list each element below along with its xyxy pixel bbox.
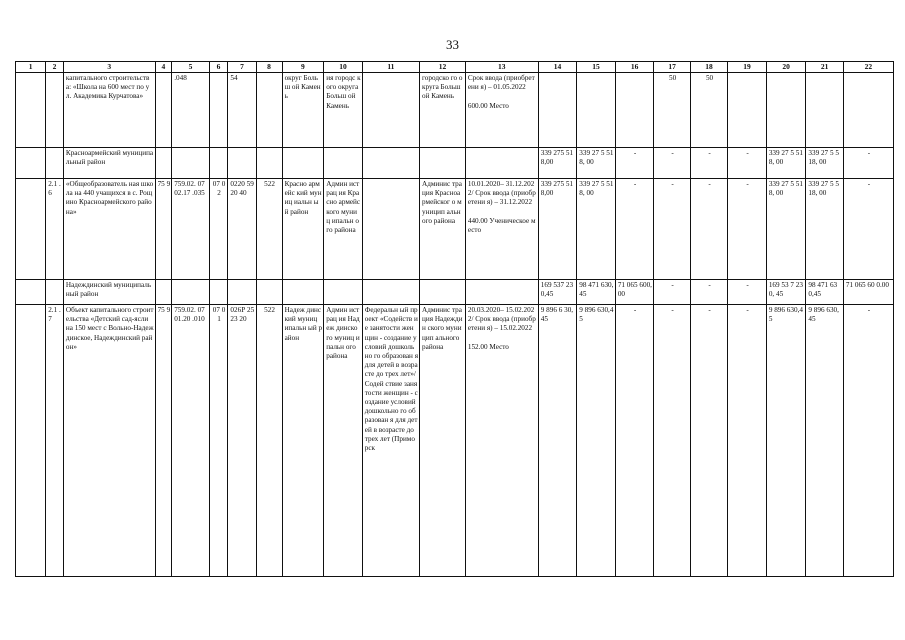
- table-cell: 75 9: [155, 305, 172, 577]
- table-cell: [728, 73, 767, 148]
- table-cell: [577, 73, 616, 148]
- table-cell: [538, 73, 577, 148]
- table-cell: 54: [228, 73, 256, 148]
- table-cell: Объект капитального строительства «Детский сад-ясли на 150 мест с Вольно-Надеждинское, Надеждинский район»: [63, 305, 155, 577]
- table-cell: [16, 280, 46, 305]
- table-cell: -: [654, 305, 690, 577]
- table-cell: «Общеобразователь ная школа на 440 учащихся в с. Рощино Красноармейского района»: [63, 179, 155, 280]
- table-cell: -: [728, 280, 767, 305]
- table-cell: [228, 148, 256, 179]
- table-cell: [155, 73, 172, 148]
- table-cell: 98 471 630,45: [806, 280, 843, 305]
- column-number: 10: [324, 62, 363, 73]
- table-cell: -: [654, 148, 690, 179]
- column-number: 7: [228, 62, 256, 73]
- table-cell: 75 9: [155, 179, 172, 280]
- table-cell: 07 01: [209, 305, 228, 577]
- table-cell: [16, 73, 46, 148]
- table-cell: 169 537 230,45: [538, 280, 577, 305]
- table-cell: -: [654, 280, 690, 305]
- table-cell: Админ истрац ия Надеж динско го муниц ипальн ого района: [324, 305, 363, 577]
- table-cell: капитального строительства: «Школа на 600 мест по ул. Академика Курчатова»: [63, 73, 155, 148]
- table-cell: -: [728, 305, 767, 577]
- table-cell: -: [654, 179, 690, 280]
- table-cell: [155, 280, 172, 305]
- column-number: 1: [16, 62, 46, 73]
- table-cell: -: [690, 148, 727, 179]
- table-cell: [209, 148, 228, 179]
- table-cell: 339 27 5 518, 00: [806, 148, 843, 179]
- column-number: 15: [577, 62, 616, 73]
- table-cell: [362, 179, 419, 280]
- table-cell: [420, 280, 466, 305]
- table-cell: округ Больш ой Камень: [282, 73, 324, 148]
- table-cell: 0220 5920 40: [228, 179, 256, 280]
- table-row: [16, 73, 894, 148]
- column-number: 12: [420, 62, 466, 73]
- table-cell: [16, 179, 46, 280]
- table-cell: 10.01.2020– 31.12.2022/ Срок ввода (приобретени я) – 31.12.2022 440.00 Ученическое место: [465, 179, 538, 280]
- table-cell: [46, 73, 64, 148]
- table-cell: Надеждинский муниципальный район: [63, 280, 155, 305]
- table-cell: [155, 148, 172, 179]
- table-cell: -: [615, 305, 654, 577]
- column-number: 19: [728, 62, 767, 73]
- table-row: [16, 179, 894, 280]
- table-row: [16, 148, 894, 179]
- table-cell: Админ истрац ия Красно армейс кого муниц ипальн ого района: [324, 179, 363, 280]
- column-number: 9: [282, 62, 324, 73]
- budget-table: [15, 61, 894, 577]
- table-cell: 339 27 5 518, 00: [766, 179, 806, 280]
- table-cell: -: [690, 179, 727, 280]
- column-number: 3: [63, 62, 155, 73]
- table-cell: 20.03.2020– 15.02.2022/ Срок ввода (приобретени я) – 15.02.2022 152.00 Место: [465, 305, 538, 577]
- table-cell: [46, 280, 64, 305]
- table-cell: -: [690, 280, 727, 305]
- table-cell: 9 896 630,45: [766, 305, 806, 577]
- table-cell: 339 275 518,00: [538, 148, 577, 179]
- table-cell: -: [728, 179, 767, 280]
- table-cell: [615, 73, 654, 148]
- column-number: 14: [538, 62, 577, 73]
- table-cell: 339 27 5 518, 00: [577, 179, 616, 280]
- table-cell: городско го округа Большой Камень: [420, 73, 466, 148]
- table-cell: [766, 73, 806, 148]
- table-cell: 71 065 600,00: [615, 280, 654, 305]
- table-cell: 026Р 2523 20: [228, 305, 256, 577]
- table-cell: 759.02. 0701.20 .010: [172, 305, 209, 577]
- table-cell: [324, 280, 363, 305]
- column-number: 6: [209, 62, 228, 73]
- table-cell: 169 53 7 230, 45: [766, 280, 806, 305]
- column-number: 17: [654, 62, 690, 73]
- table-cell: [16, 148, 46, 179]
- table-cell: [843, 73, 893, 148]
- table-cell: 339 27 5 518, 00: [806, 179, 843, 280]
- table-cell: [420, 148, 466, 179]
- table-cell: 9 896 630,45: [806, 305, 843, 577]
- table-cell: 759.02. 0702.17 .035: [172, 179, 209, 280]
- table-cell: .048: [172, 73, 209, 148]
- table-cell: 2.1 .6: [46, 179, 64, 280]
- table-cell: -: [843, 305, 893, 577]
- table-row: [16, 305, 894, 577]
- table-cell: [172, 280, 209, 305]
- table-cell: Админис трация Красноа рмейског о муницип ального района: [420, 179, 466, 280]
- table-cell: 9 896 630,45: [577, 305, 616, 577]
- table-cell: 522: [256, 179, 282, 280]
- table-cell: [256, 73, 282, 148]
- table-cell: Админис трация Надеждин ского муницип ального района: [420, 305, 466, 577]
- table-cell: [209, 73, 228, 148]
- table-cell: [282, 148, 324, 179]
- page-number: 33: [446, 37, 459, 52]
- table-cell: -: [843, 179, 893, 280]
- table-cell: ия городс кого округа Больш ой Камень: [324, 73, 363, 148]
- table-cell: Федеральн ый проект «Содейств ие занятости женщин - создание условий дошкольно го образован я для детей в возрасте до трех лет»/Содей ствие занятости женщин - создание условий дошкольно го образован я для детей в возрасте до трех лет (Приморск: [362, 305, 419, 577]
- table-cell: [256, 280, 282, 305]
- table-cell: 50: [654, 73, 690, 148]
- table-cell: 2.1 .7: [46, 305, 64, 577]
- column-number: 18: [690, 62, 727, 73]
- column-number: 22: [843, 62, 893, 73]
- column-number: 20: [766, 62, 806, 73]
- table-cell: 9 896 6 30,45: [538, 305, 577, 577]
- table-cell: [282, 280, 324, 305]
- column-number: 11: [362, 62, 419, 73]
- table-cell: Красно армейс кий муниц иальн ый район: [282, 179, 324, 280]
- table-cell: [362, 280, 419, 305]
- table-cell: Красноармейский муниципальный район: [63, 148, 155, 179]
- table-cell: 50: [690, 73, 727, 148]
- table-cell: [256, 148, 282, 179]
- column-number: 13: [465, 62, 538, 73]
- table-cell: 339 27 5 518, 00: [577, 148, 616, 179]
- table-cell: [16, 305, 46, 577]
- table-cell: [172, 148, 209, 179]
- table-cell: [362, 148, 419, 179]
- table-cell: -: [615, 148, 654, 179]
- table-cell: Срок ввода (приобретени я) – 01.05.2022 600.00 Место: [465, 73, 538, 148]
- column-number: 4: [155, 62, 172, 73]
- table-cell: -: [843, 148, 893, 179]
- table-cell: 71 065 60 0.00: [843, 280, 893, 305]
- table-cell: 339 27 5 518, 00: [766, 148, 806, 179]
- header-row: [16, 62, 894, 73]
- column-number: 2: [46, 62, 64, 73]
- table-cell: [209, 280, 228, 305]
- table-cell: -: [728, 148, 767, 179]
- table-cell: [465, 280, 538, 305]
- table-cell: -: [690, 305, 727, 577]
- table-cell: [228, 280, 256, 305]
- table-cell: 339 275 518,00: [538, 179, 577, 280]
- column-number: 5: [172, 62, 209, 73]
- table-cell: [324, 148, 363, 179]
- table-cell: [46, 148, 64, 179]
- table-row: [16, 280, 894, 305]
- table-cell: [806, 73, 843, 148]
- table-cell: -: [615, 179, 654, 280]
- table-cell: [465, 148, 538, 179]
- table-cell: [362, 73, 419, 148]
- table-cell: 98 471 630,45: [577, 280, 616, 305]
- column-number: 8: [256, 62, 282, 73]
- table-cell: 522: [256, 305, 282, 577]
- column-number: 16: [615, 62, 654, 73]
- table-cell: Надеж динский муниц ипальн ый район: [282, 305, 324, 577]
- table-cell: 07 02: [209, 179, 228, 280]
- column-number: 21: [806, 62, 843, 73]
